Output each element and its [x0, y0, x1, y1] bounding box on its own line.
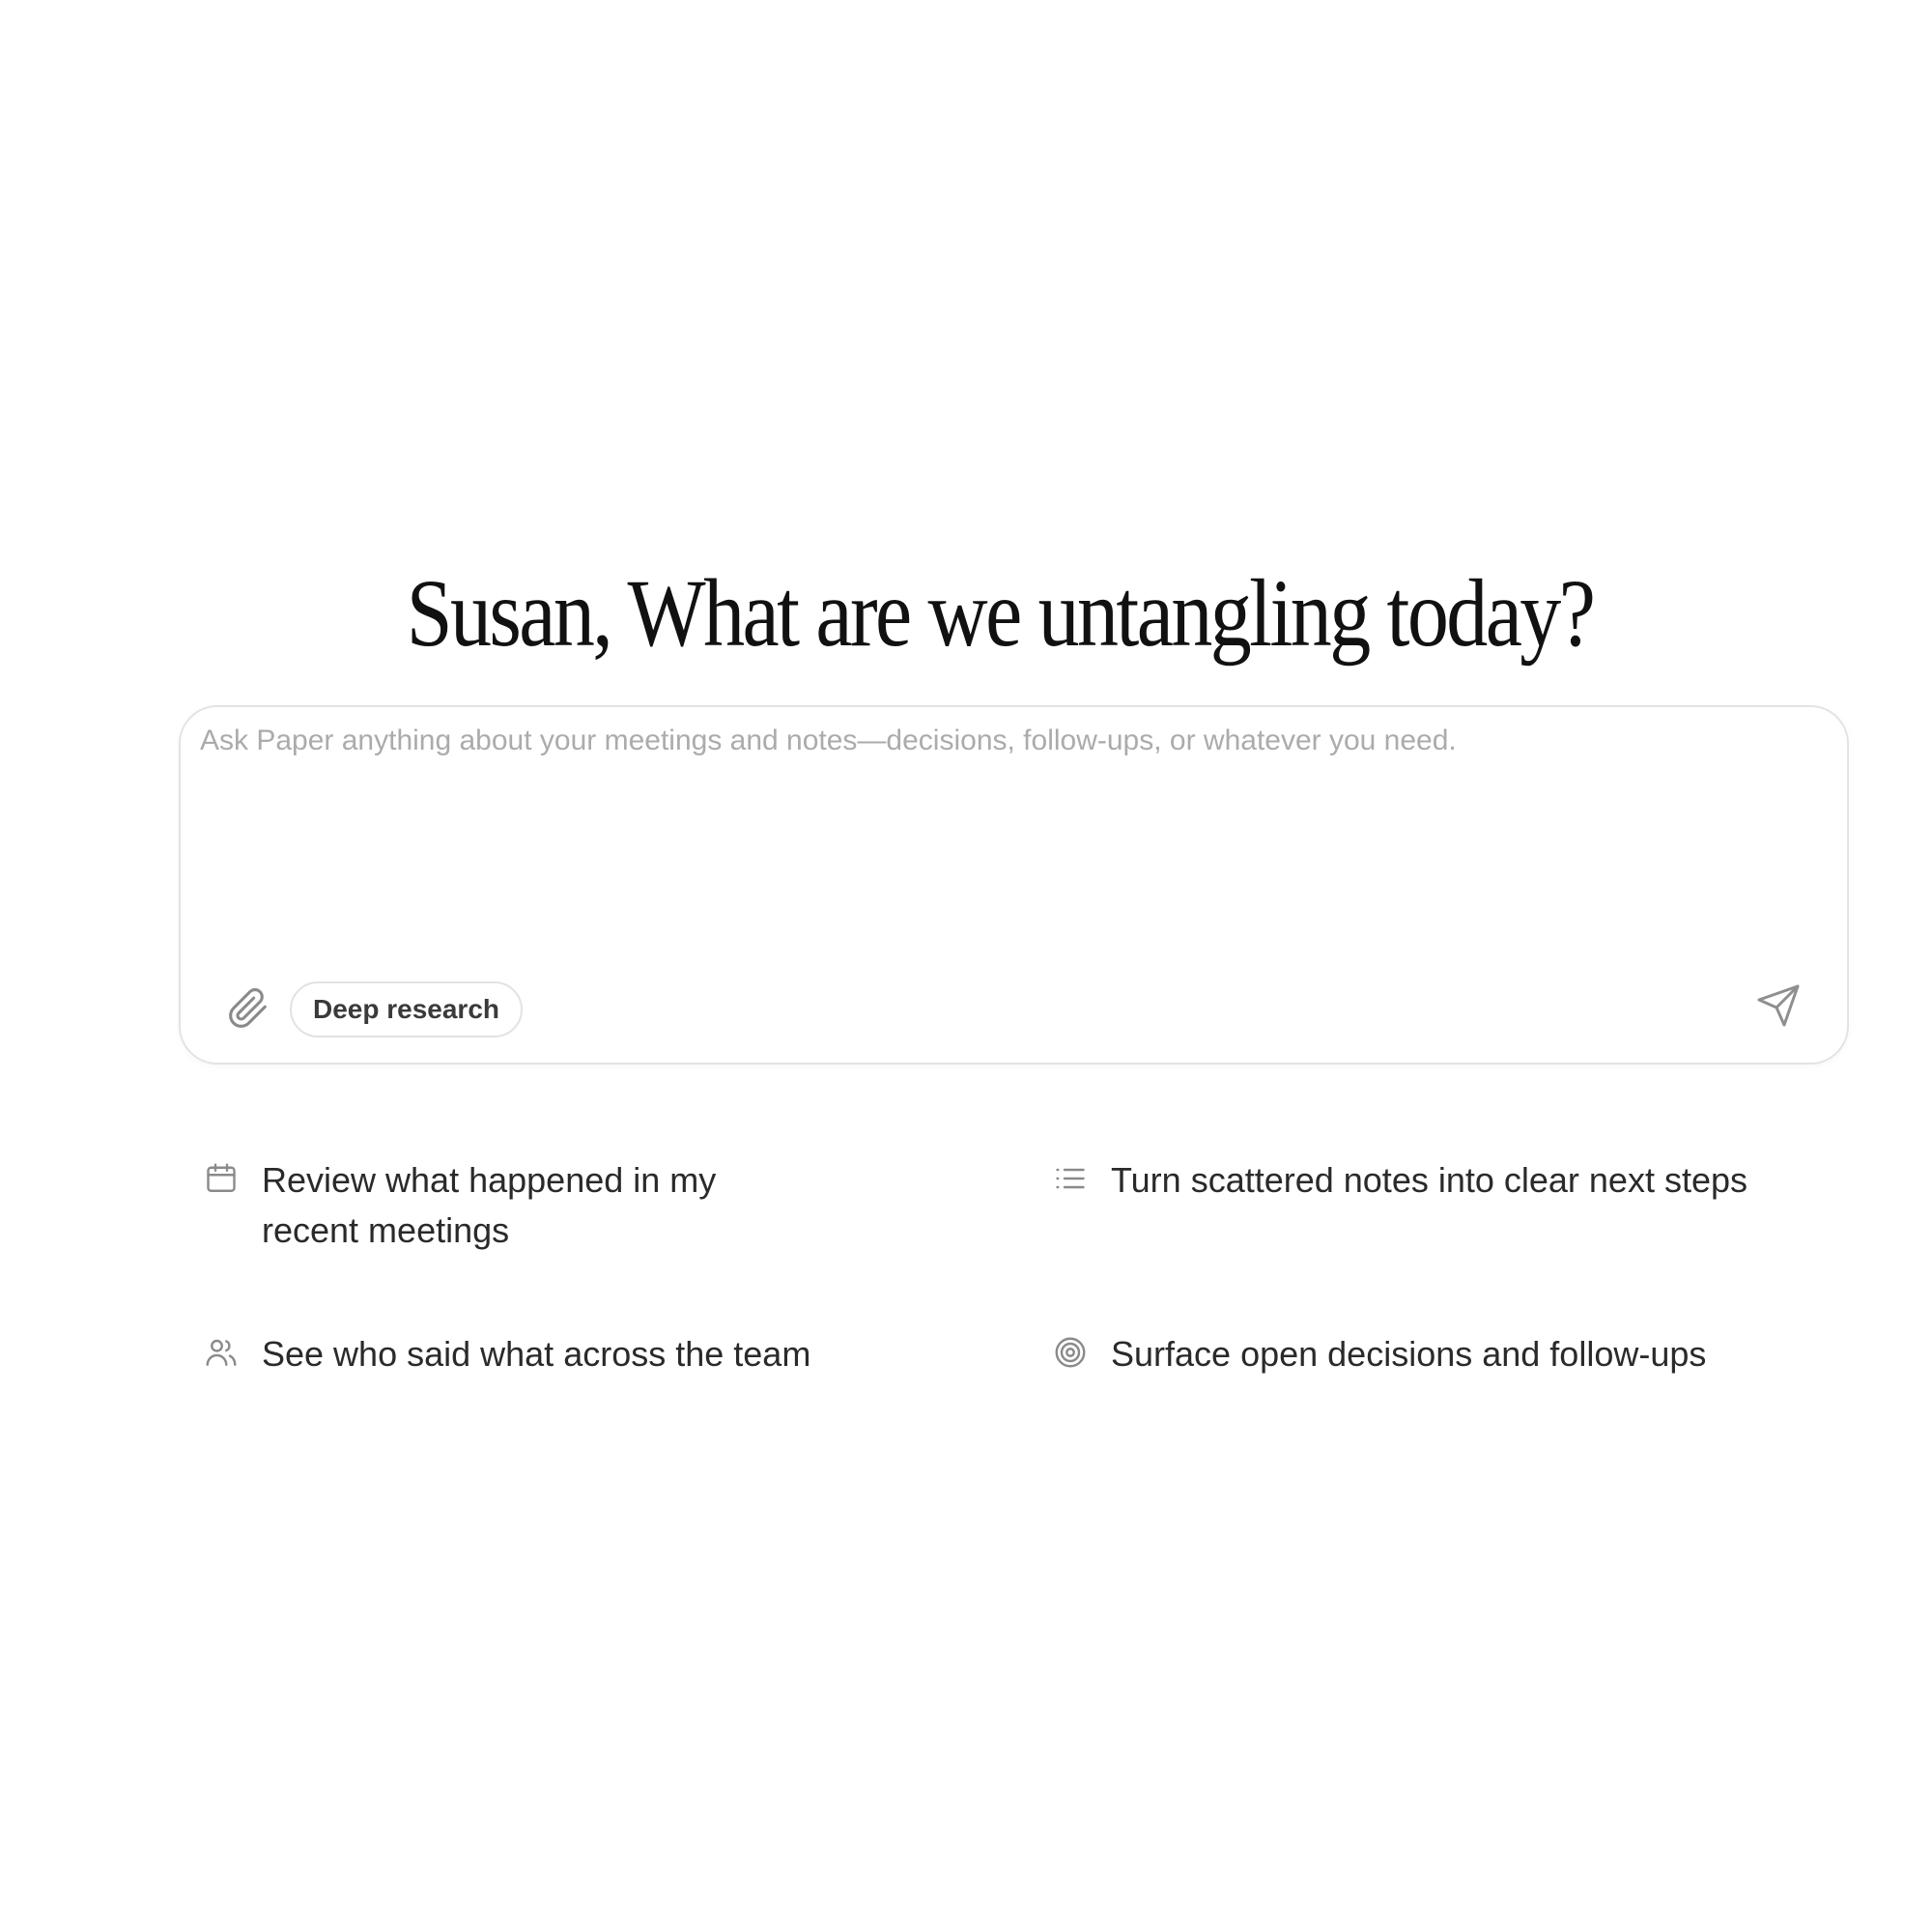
- suggestion-label: Surface open decisions and follow-ups: [1111, 1334, 1707, 1374]
- suggestion-next-steps[interactable]: [1051, 1155, 1824, 1206]
- send-icon: [1755, 982, 1802, 1034]
- suggestion-open-decisions[interactable]: [1051, 1329, 1824, 1379]
- target-icon: [1051, 1333, 1090, 1372]
- suggestion-label: See who said what across the team: [262, 1334, 811, 1374]
- suggestion-label: Review what happened in my recent meetings: [262, 1160, 717, 1250]
- attach-button[interactable]: [219, 981, 277, 1039]
- suggestion-label: Turn scattered notes into clear next steps: [1111, 1160, 1748, 1200]
- chat-composer: [179, 705, 1849, 1065]
- prompt-input[interactable]: [200, 721, 1823, 933]
- suggestion-review-meetings[interactable]: [202, 1155, 820, 1256]
- people-icon: [202, 1333, 241, 1372]
- paperclip-icon: [227, 987, 270, 1035]
- calendar-icon: [202, 1159, 241, 1198]
- list-icon: [1051, 1159, 1090, 1198]
- send-button[interactable]: [1748, 978, 1808, 1037]
- deep-research-button[interactable]: Deep research: [290, 981, 523, 1037]
- page-title: Susan, What are we untangling today?: [406, 559, 1594, 667]
- suggestion-who-said-what[interactable]: [202, 1329, 975, 1379]
